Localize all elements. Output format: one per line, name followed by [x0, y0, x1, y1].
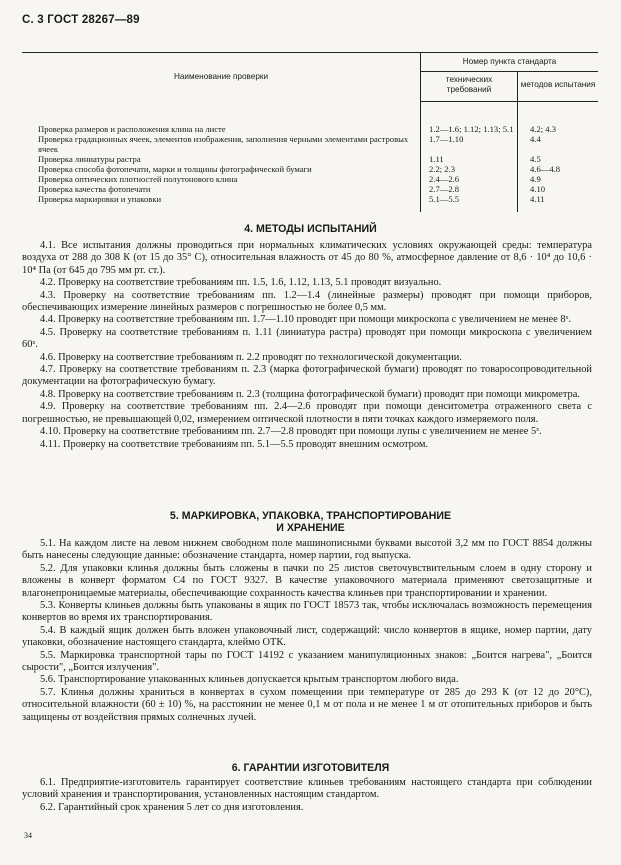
- paragraph: 4.2. Проверку на соответствие требованиям пп. 1.5, 1.6, 1.12, 1.13, 5.1 проводят визуально.: [40, 277, 442, 289]
- table-row: [22, 102, 598, 135]
- row-methods: 4.11: [530, 194, 545, 204]
- row-name: Проверка маркировки и упаковки: [22, 194, 421, 212]
- row-methods: 4.6—4.8: [530, 164, 561, 174]
- row-name: Проверка оптических плотностей полутонового клина: [22, 174, 421, 184]
- row-name: Проверка градационных ячеек, элементов изображения, заполнения черными элементами растровых ячеек: [22, 134, 421, 154]
- paragraph: 5.1. На каждом листе на левом нижнем свободном поле машинописными буквами высотой 3,2 мм по ГОСТ 8854 должны быть нанесены следующие данные: обозначение стандарта, номер партии, год выпуска.: [22, 538, 592, 562]
- paragraph: 4.10. Проверку на соответствие требованиям пп. 2.7—2.8 проводят при помощи лупы с увеличением не менее 5ˣ.: [40, 426, 542, 438]
- table-row: [22, 194, 598, 212]
- paragraph: 4.8. Проверку на соответствие требованиям п. 2.3 (толщина фотографической бумаги) проводят при помощи микрометра.: [40, 388, 580, 400]
- section-6-body: [22, 777, 592, 814]
- paragraph: 4.4. Проверку на соответствие требованиям пп. 1.7—1.10 проводят при помощи микроскопа с увеличением не менее 8ˣ.: [40, 314, 572, 326]
- row-methods: 4.10: [530, 184, 546, 194]
- column-header-name: Наименование проверки: [22, 53, 421, 102]
- row-methods: 4.5: [530, 154, 541, 164]
- table-row: [22, 174, 598, 184]
- column-header-tech: технических требований: [421, 72, 518, 102]
- paragraph: 5.3. Конверты клиньев должны быть упакованы в ящик по ГОСТ 18573 так, чтобы исключалась возможность перемещения конвертов во время их транспортирования.: [22, 600, 592, 624]
- row-tech: 1.11: [421, 154, 518, 164]
- section-4-body: [22, 240, 592, 451]
- row-tech: 5.1—5.5: [421, 194, 518, 212]
- column-header-methods: методов испытания: [518, 72, 599, 102]
- paragraph: 4.1. Все испытания должны проводиться при нормальных климатических условиях окружающей среды: температура воздуха от 288 до 308 К (от 15 до 35° С), относительная влажность от 45 до 80 %, атмосферное давление от 8,6 · 10⁴ до 10,6 · 10⁴ Па (от 645 до 795 мм рт. ст.).: [22, 240, 592, 276]
- paragraph: 5.2. Для упаковки клинья должны быть сложены в пачки по 25 листов светочувствительным слоем в одну сторону и вложены в конверт форматом С4 по ГОСТ 9327. В качестве упаковочного материала применяют светозащитные и влагонепроницаемые материалы, обеспечивающие сохранность качества клиньев при транспортировании и хранении.: [22, 562, 592, 599]
- table-row: [22, 164, 598, 174]
- requirements-table: [22, 52, 598, 212]
- paragraph: 4.6. Проверку на соответствие требованиям п. 2.2 проводят по технологической документации.: [40, 351, 462, 363]
- page-number: 34: [24, 831, 32, 840]
- row-tech: 1.7—1.10: [421, 134, 518, 154]
- row-tech: 2.7—2.8: [421, 184, 518, 194]
- column-header-group: Номер пункта стандарта: [421, 53, 599, 72]
- paragraph: 6.2. Гарантийный срок хранения 5 лет со дня изготовления.: [40, 801, 304, 813]
- paragraph: 4.11. Проверку на соответствие требованиям пп. 5.1—5.5 проводят внешним осмотром.: [40, 438, 429, 450]
- row-methods: 4.9: [530, 174, 541, 184]
- table-row: [22, 154, 598, 164]
- paragraph: 5.4. В каждый ящик должен быть вложен упаковочный лист, содержащий: число конвертов в ящике, номер партии, дату упаковки, обозначение настоящего стандарта, клеймо ОТК.: [22, 624, 592, 649]
- running-header: С. 3 ГОСТ 28267—89: [22, 14, 140, 26]
- row-tech: 2.4—2.6: [421, 174, 518, 184]
- paragraph: 5.6. Транспортирование упакованных клиньев допускается крытым транспортом любого вида.: [40, 674, 459, 686]
- paragraph: 5.5. Маркировка транспортной тары по ГОСТ 14192 с указанием манипуляционных знаков: „Боится нагрева", „Боится сырости", „Боится излучения".: [22, 649, 592, 674]
- paragraph: 6.1. Предприятие-изготовитель гарантирует соответствие клиньев требованиям настоящего стандарта при соблюдении условий хранения и транспортирования, установленных настоящим стандартом.: [22, 777, 592, 801]
- row-name: Проверка качества фотопечати: [22, 184, 421, 194]
- section-4-heading: 4. МЕТОДЫ ИСПЫТАНИЙ: [244, 223, 377, 235]
- row-methods: 4.2; 4.3: [530, 124, 557, 134]
- paragraph: 5.7. Клинья должны храниться в конвертах в сухом помещении при температуре от 285 до 293 К (от 12 до 20°С), относительной влажности (60 ± 10) %, на расстоянии не менее 0,1 м от пола и не менее 1 м от отопительных приборов и быть защищены от воздействия прямых солнечных лучей.: [22, 686, 592, 723]
- table-row: [22, 184, 598, 194]
- section-5-body: [22, 538, 592, 724]
- row-tech: 1.2—1.6; 1.12; 1.13; 5.1: [421, 102, 518, 135]
- paragraph: 4.9. Проверку на соответствие требованиям пп. 2.4—2.6 проводят при помощи денситометра отраженного света с погрешностью, не превышающей 0,02, измерением оптической плотности в пяти точках каждого измеряемого поля.: [22, 401, 592, 425]
- row-methods: 4.4: [530, 134, 541, 144]
- section-6-heading: 6. ГАРАНТИИ ИЗГОТОВИТЕЛЯ: [231, 762, 390, 774]
- section-5-heading-line2: И ХРАНЕНИЕ: [276, 522, 345, 534]
- row-name: Проверка размеров и расположения клина на листе: [22, 102, 421, 135]
- section-5-heading: 5. МАРКИРОВКА, УПАКОВКА, ТРАНСПОРТИРОВАНИЕ: [169, 510, 452, 522]
- row-name: Проверка линиатуры растра: [22, 154, 421, 164]
- paragraph: 4.3. Проверку на соответствие требованиям пп. 1.2—1.4 (линейные размеры) проводят при помощи приборов, обеспечивающих измерение линейных размеров с погрешностью не более 0,5 мм.: [22, 289, 592, 314]
- paragraph: 4.5. Проверку на соответствие требованиям п. 1.11 (линиатура растра) проводят при помощи микроскопа с увеличением 60ˣ.: [22, 326, 592, 351]
- paragraph: 4.7. Проверку на соответствие требованиям п. 2.3 (марка фотографической бумаги) проводят по товаросопроводительной документации на фотографическую бумагу.: [22, 364, 592, 388]
- row-tech: 2.2; 2.3: [421, 164, 518, 174]
- row-name: Проверка способа фотопечати, марки и толщины фотографической бумаги: [22, 164, 421, 174]
- table-row: [22, 134, 598, 154]
